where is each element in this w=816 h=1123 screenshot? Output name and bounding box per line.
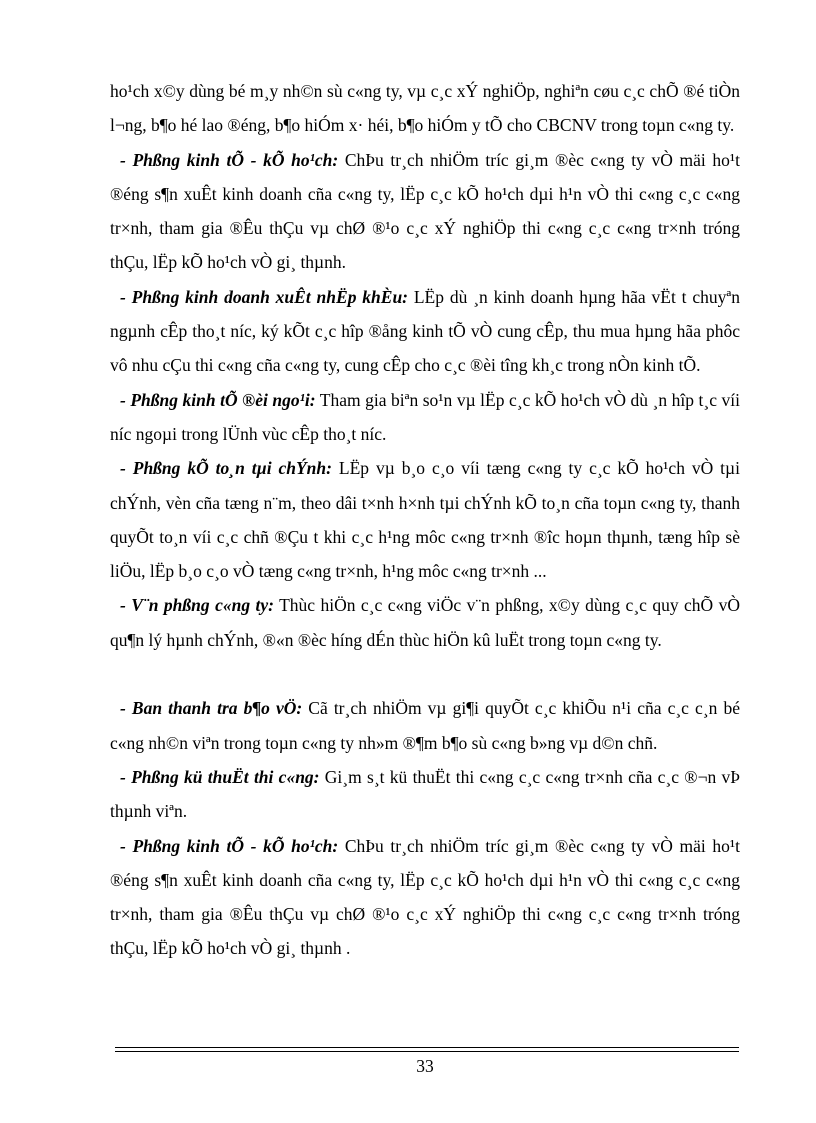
paragraph-text: ChÞu tr¸ch nhiÖm tríc gi¸m ®èc c«ng ty vÒ mäi ho¹t ®éng s¶n xuÊt kinh doanh cña c«ng ty, lËp c¸c kÕ ho¹ch dµi h¹n vÒ thi c«ng c¸c c«ng tr×nh, tham gia ®Êu thÇu vµ chØ ®¹o c¸c xÝ nghiÖp thi c«ng c¸c c«ng tr×nh tróng thÇu, lËp kÕ ho¹ch vÒ gi¸ thµnh. — [110, 149, 740, 273]
section-heading: - Phßng kü thuËt thi c«ng: — [120, 766, 320, 787]
blank-line — [110, 657, 740, 691]
paragraph-text: ChÞu tr¸ch nhiÖm tríc gi¸m ®èc c«ng ty vÒ mäi ho¹t ®éng s¶n xuÊt kinh doanh cña c«ng ty, lËp c¸c kÕ ho¹ch dµi h¹n vÒ thi c«ng c¸c c«ng tr×nh, tham gia ®Êu thÇu vµ chØ ®¹o c¸c xÝ nghiÖp thi c«ng c¸c c«ng tr×nh tróng thÇu, lËp kÕ ho¹ch vÒ gi¸ thµnh . — [110, 835, 740, 959]
paragraph-text: Thùc hiÖn c¸c c«ng viÖc v¨n phßng, x©y dùng c¸c quy chÕ vÒ qu¶n lý hµnh chÝnh, ®«n ®èc híng dÉn thùc hiÖn kû luËt trong toµn c«ng ty. — [110, 595, 741, 650]
paragraph — [110, 280, 740, 383]
paragraph — [110, 588, 740, 657]
footer-rule-top — [115, 1047, 739, 1048]
section-heading: - Phßng kÕ to¸n tµi chÝnh: — [120, 458, 332, 479]
section-heading: - V¨n phßng c«ng ty: — [120, 595, 274, 616]
paragraph — [110, 143, 740, 280]
footer-rule-bottom — [115, 1051, 739, 1052]
paragraph — [110, 383, 740, 452]
section-heading: - Phßng kinh tÕ ®èi ngo¹i: — [120, 389, 316, 410]
paragraph — [110, 691, 740, 760]
page-number: 33 — [416, 1056, 434, 1076]
body-text — [110, 74, 740, 966]
paragraph — [110, 829, 740, 966]
paragraph-text: Tham gia biªn so¹n vµ lËp c¸c kÕ ho¹ch vÒ dù ¸n hîp t¸c víi níc ngoµi trong lÜnh vùc cÊp tho¸t níc. — [110, 389, 740, 444]
paragraph — [110, 74, 740, 143]
section-heading: - Phßng kinh tÕ - kÕ ho¹ch: — [120, 835, 339, 856]
paragraph — [110, 760, 740, 829]
paragraph-text: LËp dù ¸n kinh doanh hµng hãa vËt t chuyªn ngµnh cÊp tho¸t níc, ký kÕt c¸c hîp ®ång kinh tÕ vÒ cung cÊp, thu mua hµng hãa phôc vô nhu cÇu thi c«ng cña c«ng ty, cung cÊp cho c¸c ®èi tîng kh¸c trong nÒn kinh tÕ. — [110, 286, 740, 376]
section-heading: - Phßng kinh doanh xuÊt nhËp khÈu: — [120, 286, 409, 307]
section-heading: - Phßng kinh tÕ - kÕ ho¹ch: — [120, 149, 339, 170]
paragraph — [110, 451, 740, 588]
document-page — [110, 0, 740, 1123]
paragraph-text: ho¹ch x©y dùng bé m¸y nh©n sù c«ng ty, vµ c¸c xÝ nghiÖp, nghiªn cøu c¸c chÕ ®é tiÒn l¬ng, b¶o hé lao ®éng, b¶o hiÓm x· héi, b¶o hiÓm y tÕ cho CBCNV trong toµn c«ng ty. — [110, 81, 740, 136]
paragraph-text: Gi¸m s¸t kü thuËt thi c«ng c¸c c«ng tr×nh cña c¸c ®¬n vÞ thµnh viªn. — [110, 766, 740, 822]
paragraph-text: Cã tr¸ch nhiÖm vµ gi¶i quyÕt c¸c khiÕu n¹i cña c¸c c¸n bé c«ng nh©n viªn trong toµn c«ng ty nh»m ®¶m b¶o sù c«ng b»ng vµ d©n chñ. — [110, 698, 740, 753]
section-heading: - Ban thanh tra b¶o vÖ: — [120, 698, 303, 719]
paragraph-text: LËp vµ b¸o c¸o víi tæng c«ng ty c¸c kÕ ho¹ch vÒ tµi chÝnh, vèn cña tæng n¨m, theo dâi t×nh h×nh tµi chÝnh kÕ to¸n cña toµn c«ng ty, thanh quyÕt to¸n víi c¸c chñ ®Çu t khi c¸c h¹ng môc c«ng tr×nh ®îc hoµn thµnh, tæng hîp sè liÖu, lËp b¸o c¸o vÒ tæng c«ng tr×nh, h¹ng môc c«ng tr×nh ... — [110, 458, 740, 582]
